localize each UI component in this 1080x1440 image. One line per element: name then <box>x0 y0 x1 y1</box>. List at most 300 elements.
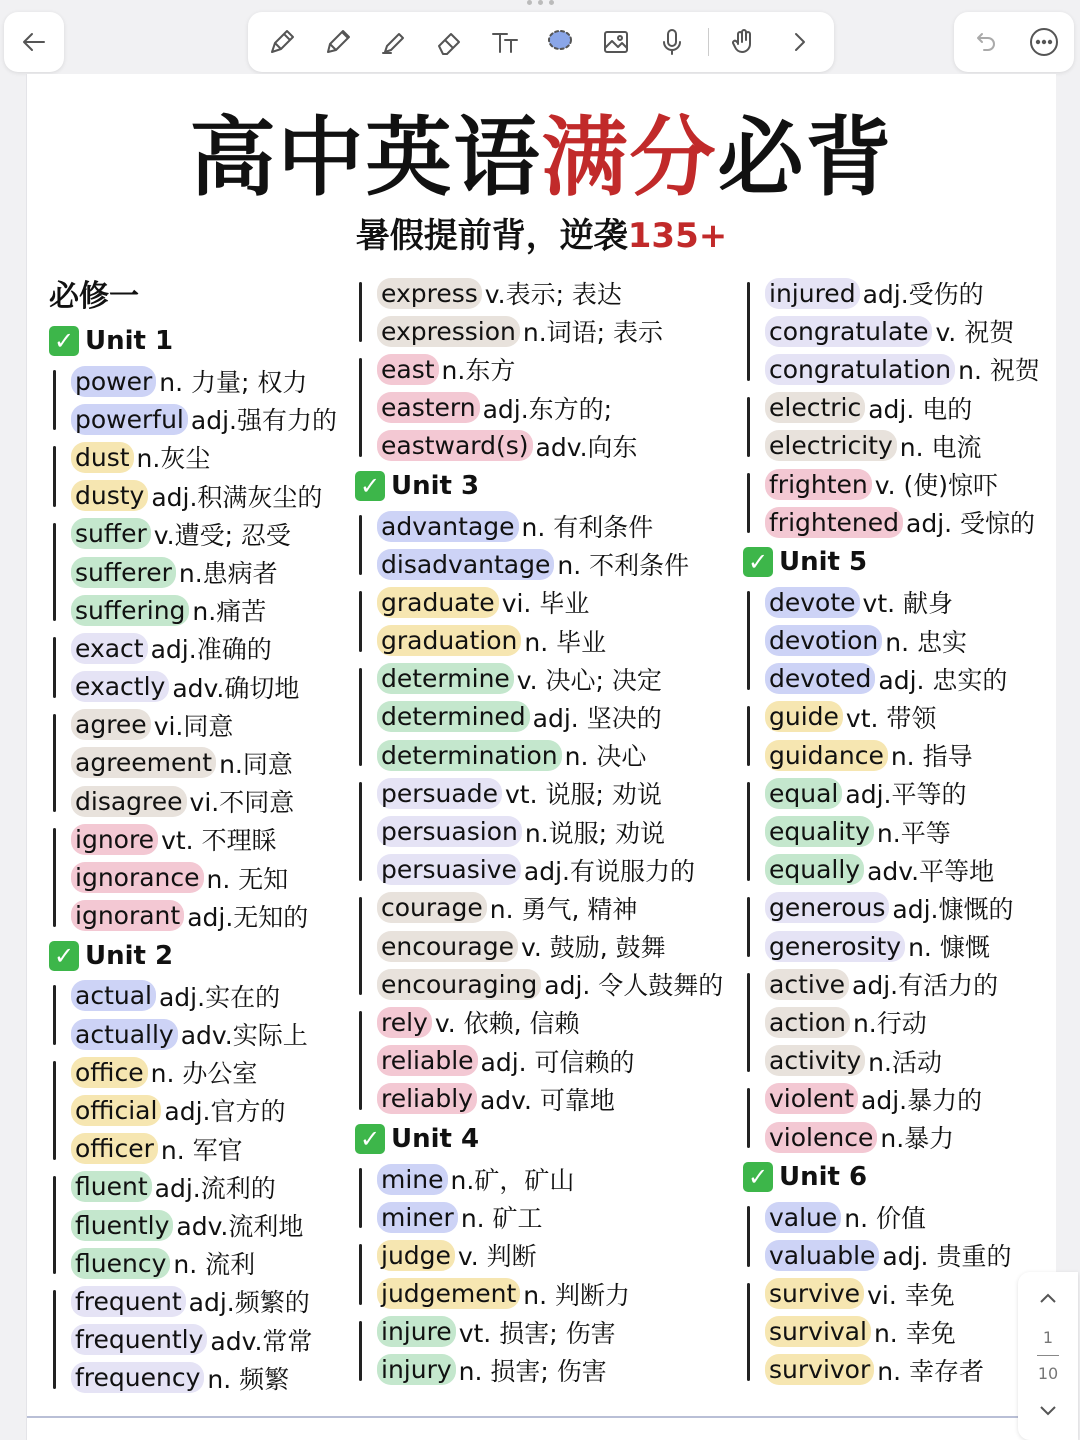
vocab-meaning: n.东方 <box>441 356 516 386</box>
right-toolbar <box>954 12 1074 72</box>
vocab-word: ignore <box>71 824 158 855</box>
vocab-entry <box>765 927 1057 965</box>
vocab-word: disagree <box>71 786 187 817</box>
vocab-meaning: adj. 电的 <box>868 394 973 424</box>
vocab-meaning: n. 毕业 <box>524 627 607 657</box>
group-bracket <box>747 973 750 1072</box>
vocab-meaning: n.词语; 表示 <box>522 318 664 348</box>
group-bracket <box>53 446 56 506</box>
vocab-entry <box>765 350 1057 388</box>
unit-heading: ✓ Unit 6 <box>743 1156 1057 1198</box>
vocab-word: survive <box>765 1278 864 1309</box>
vocab-word: equal <box>765 778 842 809</box>
vocab-entry <box>765 389 1057 427</box>
vocab-meaning: adv.常常 <box>210 1326 313 1356</box>
vocab-meaning: adj. 受惊的 <box>906 509 1036 539</box>
vocab-entry <box>71 629 359 667</box>
vocab-meaning: adj.平等的 <box>845 780 967 810</box>
vocab-entry <box>71 515 359 553</box>
eraser-icon[interactable] <box>429 22 469 62</box>
vocab-entry <box>765 465 1057 503</box>
vocab-entry <box>765 622 1057 660</box>
vocab-entry <box>71 1091 359 1129</box>
word-group <box>355 507 745 583</box>
vocab-word: congratulation <box>765 354 955 385</box>
vocab-entry <box>765 812 1057 850</box>
word-group <box>355 774 745 889</box>
vocab-entry <box>71 591 359 629</box>
vocab-meaning: vi.同意 <box>153 711 234 741</box>
vocab-meaning: n.灰尘 <box>136 444 211 474</box>
vocab-entry <box>71 858 359 896</box>
group-bracket <box>359 1168 362 1228</box>
vocab-meaning: v. 祝贺 <box>935 318 1015 348</box>
word-group <box>49 706 359 821</box>
vocab-entry <box>71 668 359 706</box>
group-bracket <box>747 706 750 766</box>
vocab-meaning: vi.不同意 <box>189 788 295 818</box>
vocab-word: reliable <box>377 1045 478 1076</box>
vocab-word: eastern <box>377 392 480 423</box>
vocab-entry <box>71 362 359 400</box>
word-group <box>49 362 359 438</box>
vocab-entry <box>765 965 1057 1003</box>
word-group <box>49 1282 359 1397</box>
unit-heading: ✓ Unit 3 <box>355 465 745 507</box>
vocab-word: persuade <box>377 778 502 809</box>
vocab-meaning: v. (使)惊吓 <box>874 471 999 501</box>
vocab-entry <box>765 583 1057 621</box>
vocab-meaning: adj.实在的 <box>158 982 281 1012</box>
vocab-meaning: vt. 说服; 劝说 <box>504 780 662 810</box>
vocab-word: frightened <box>765 507 903 538</box>
vocab-word: action <box>765 1007 850 1038</box>
vocab-entry <box>765 503 1057 541</box>
vocab-entry <box>377 1042 745 1080</box>
group-bracket <box>359 668 362 767</box>
vocab-meaning: n.说服; 劝说 <box>524 818 666 848</box>
unit-4-words <box>355 1160 745 1389</box>
vocab-meaning: n. 幸存者 <box>877 1356 985 1386</box>
vocab-entry <box>71 553 359 591</box>
vocab-meaning: adv.实际上 <box>180 1021 308 1051</box>
vocab-meaning: vi. 幸免 <box>867 1280 955 1310</box>
vocab-meaning: v. 鼓励, 鼓舞 <box>520 933 666 963</box>
vocab-word: equality <box>765 816 874 847</box>
vocab-entry <box>377 1275 745 1313</box>
vocab-meaning: n. 流利 <box>173 1250 256 1280</box>
checkmark-icon: ✓ <box>49 941 79 971</box>
vocab-word: miner <box>377 1202 458 1233</box>
vocab-word: official <box>71 1095 161 1126</box>
vocab-word: courage <box>377 892 487 923</box>
title-part-3: 必背 <box>717 108 894 208</box>
unit-3-words <box>355 507 745 1118</box>
vocab-entry <box>765 1313 1057 1351</box>
vocab-meaning: n. 价值 <box>844 1204 927 1234</box>
vocab-word: generous <box>765 892 889 923</box>
vocab-meaning: n. 决心 <box>564 742 647 772</box>
vocab-meaning: adj.流利的 <box>154 1173 276 1203</box>
vocab-entry <box>377 889 745 927</box>
vocab-meaning: n. 忠实 <box>885 627 967 657</box>
vocab-meaning: adj. 可信赖的 <box>480 1047 635 1077</box>
vocab-meaning: vt. 损害; 伤害 <box>458 1318 616 1348</box>
word-group <box>743 583 1057 698</box>
vocab-entry <box>377 1003 745 1041</box>
checkmark-icon: ✓ <box>49 326 79 356</box>
subtitle-part-1: 暑假提前背，逆袭 <box>355 216 628 256</box>
title-part-2: 满分 <box>541 108 718 208</box>
vocab-entry <box>377 1198 745 1236</box>
vocab-entry <box>71 1206 359 1244</box>
group-bracket <box>53 828 56 927</box>
vocab-entry <box>765 1042 1057 1080</box>
vocab-entry <box>765 851 1057 889</box>
highlighter-icon[interactable] <box>373 22 413 62</box>
undo-icon[interactable] <box>964 22 1004 62</box>
vocab-word: dusty <box>71 480 148 511</box>
vocab-meaning: adj.有说服力的 <box>523 856 695 886</box>
drag-handle[interactable] <box>524 0 556 6</box>
vocab-entry <box>377 774 745 812</box>
vocab-word: power <box>71 366 156 397</box>
vocab-word: graduation <box>377 625 521 656</box>
unit-1-words <box>49 362 359 935</box>
vocab-meaning: vi. 毕业 <box>501 589 590 619</box>
vocab-meaning: adj.强有力的 <box>190 406 337 436</box>
vocab-entry <box>71 820 359 858</box>
total-pages: 10 <box>1037 1364 1059 1383</box>
vocab-word: valuable <box>765 1240 879 1271</box>
page-navigator <box>1018 1272 1078 1440</box>
word-group <box>355 1236 745 1312</box>
word-group <box>355 1160 745 1236</box>
vocab-entry <box>765 1351 1057 1389</box>
text-icon[interactable] <box>485 22 525 62</box>
vocab-meaning: n.痛苦 <box>192 597 267 627</box>
word-group <box>743 274 1057 389</box>
unit-heading: ✓ Unit 5 <box>743 541 1057 583</box>
group-bracket <box>53 714 56 813</box>
group-bracket <box>359 782 362 881</box>
vocab-meaning: adj.受伤的 <box>862 280 984 310</box>
vocab-meaning: adv.平等地 <box>867 856 995 886</box>
vocab-entry <box>377 812 745 850</box>
vocab-meaning: adj.慷慨的 <box>892 894 1014 924</box>
page-title <box>27 108 1056 208</box>
vocab-meaning: n.患病者 <box>178 559 278 589</box>
current-page: 1 <box>1042 1328 1054 1347</box>
vocab-entry <box>71 1053 359 1091</box>
word-group <box>355 274 745 350</box>
vocab-entry <box>377 507 745 545</box>
vocab-meaning: adj. 忠实的 <box>878 665 1008 695</box>
word-group <box>49 1168 359 1283</box>
page-up-button[interactable] <box>1035 1286 1061 1316</box>
unit-heading: ✓ Unit 4 <box>355 1118 745 1160</box>
vocab-meaning: adj. 令人鼓舞的 <box>544 971 724 1001</box>
vocab-word: violent <box>765 1083 858 1114</box>
vocab-meaning: n. 勇气, 精神 <box>489 894 638 924</box>
page-subtitle <box>27 214 1056 258</box>
vocab-entry <box>71 477 359 515</box>
vocab-word: actual <box>71 980 156 1011</box>
vocab-word: fluently <box>71 1210 173 1241</box>
vocab-entry <box>71 438 359 476</box>
vocab-word: encourage <box>377 931 518 962</box>
more-icon[interactable] <box>1024 22 1064 62</box>
column-1 <box>49 274 359 1397</box>
vocab-word: disadvantage <box>377 549 554 580</box>
column-3 <box>743 274 1057 1389</box>
vocab-entry <box>765 1080 1057 1118</box>
vocab-word: determination <box>377 740 562 771</box>
group-bracket <box>359 358 362 457</box>
vocab-entry <box>765 660 1057 698</box>
vocab-word: survivor <box>765 1354 874 1385</box>
vocab-entry <box>71 1244 359 1282</box>
vocab-meaning: n.行动 <box>852 1009 927 1039</box>
chevron-right-icon[interactable] <box>780 22 820 62</box>
vocab-entry <box>765 274 1057 312</box>
vocab-entry <box>377 427 745 465</box>
vocab-meaning: n.矿，矿山 <box>450 1166 575 1196</box>
vocab-word: devote <box>765 587 860 618</box>
arrow-left-icon <box>14 22 54 62</box>
vocab-word: violence <box>765 1122 877 1153</box>
group-bracket <box>53 370 56 430</box>
vocab-word: office <box>71 1057 148 1088</box>
vocab-entry <box>765 1236 1057 1274</box>
vocab-word: injury <box>377 1354 456 1385</box>
vocab-word: electricity <box>765 430 897 461</box>
word-group <box>49 629 359 705</box>
vocab-meaning: n.活动 <box>868 1047 942 1077</box>
vocab-word: frequently <box>71 1324 207 1355</box>
vocab-meaning: n. 军官 <box>160 1135 243 1165</box>
vocab-entry <box>71 744 359 782</box>
vocab-entry <box>71 782 359 820</box>
group-bracket <box>359 897 362 996</box>
subtitle-score: 135+ <box>627 216 728 256</box>
vocab-entry <box>71 1321 359 1359</box>
word-group <box>355 350 745 465</box>
vocab-meaning: n. 力量; 权力 <box>159 368 308 398</box>
word-group <box>743 774 1057 889</box>
back-button[interactable] <box>4 12 64 72</box>
word-group <box>743 1080 1057 1156</box>
group-bracket <box>53 523 56 622</box>
vocab-word: survival <box>765 1316 871 1347</box>
group-bracket <box>359 591 362 651</box>
vocab-word: equally <box>765 854 864 885</box>
vocab-entry <box>377 545 745 583</box>
image-icon[interactable] <box>596 22 636 62</box>
hand-icon[interactable] <box>725 22 765 62</box>
vocab-word: ignorant <box>71 900 184 931</box>
column-2 <box>355 274 745 1389</box>
vocab-entry <box>765 736 1057 774</box>
vocab-meaning: v. 依赖, 信赖 <box>434 1009 580 1039</box>
checkmark-icon: ✓ <box>355 1124 385 1154</box>
vocab-word: ignorance <box>71 862 204 893</box>
vocab-meaning: adj.东方的; <box>482 394 613 424</box>
vocab-word: frequent <box>71 1286 186 1317</box>
vocab-word: dust <box>71 442 134 473</box>
checkmark-icon: ✓ <box>355 471 385 501</box>
vocab-word: officer <box>71 1133 158 1164</box>
word-group <box>49 515 359 630</box>
vocab-entry <box>377 698 745 736</box>
group-bracket <box>747 1283 750 1382</box>
group-bracket <box>359 1011 362 1110</box>
vocab-word: mine <box>377 1164 448 1195</box>
vocab-meaning: adj. 坚决的 <box>532 703 662 733</box>
vocab-entry <box>377 660 745 698</box>
vocab-meaning: n. 判断力 <box>523 1280 631 1310</box>
vocab-entry <box>71 1015 359 1053</box>
checkmark-icon: ✓ <box>743 547 773 577</box>
vocab-entry <box>765 1275 1057 1313</box>
word-group <box>49 1053 359 1168</box>
word-group <box>743 389 1057 465</box>
word-group <box>355 889 745 1004</box>
page-down-button[interactable] <box>1035 1397 1061 1427</box>
vocab-word: guidance <box>765 740 888 771</box>
vocab-meaning: n.平等 <box>876 818 951 848</box>
group-bracket <box>747 782 750 881</box>
vocab-entry <box>71 1168 359 1206</box>
vocab-entry <box>377 1351 745 1389</box>
vocab-word: rely <box>377 1007 432 1038</box>
vocab-word: electric <box>765 392 865 423</box>
vocab-entry <box>765 312 1057 350</box>
word-group <box>743 889 1057 965</box>
vocab-word: agreement <box>71 747 216 778</box>
vocab-word: frequency <box>71 1362 204 1393</box>
vocab-entry <box>765 774 1057 812</box>
vocab-entry <box>377 851 745 889</box>
vocab-entry <box>377 350 745 388</box>
vocab-word: persuasion <box>377 816 522 847</box>
vocab-word: devoted <box>765 663 875 694</box>
vocab-word: suffering <box>71 595 189 626</box>
word-group <box>49 438 359 514</box>
checkmark-icon: ✓ <box>743 1162 773 1192</box>
pager-divider <box>1037 1355 1059 1356</box>
vocab-entry <box>377 736 745 774</box>
word-group <box>355 583 745 659</box>
vocab-meaning: adv.确切地 <box>172 673 300 703</box>
chevron-up-icon <box>1035 1286 1061 1312</box>
vocab-entry <box>71 977 359 1015</box>
vocab-meaning: adv.向东 <box>535 432 638 462</box>
unit-heading: ✓ Unit 1 <box>49 320 359 362</box>
word-group <box>743 1198 1057 1274</box>
vocab-entry <box>377 389 745 427</box>
vocab-word: active <box>765 969 849 1000</box>
vocab-entry <box>71 1359 359 1397</box>
vocab-word: exactly <box>71 671 169 702</box>
vocab-word: judge <box>377 1240 455 1271</box>
vocab-meaning: adj. 贵重的 <box>882 1242 1012 1272</box>
vocab-entry <box>71 400 359 438</box>
vocab-meaning: vt. 献身 <box>862 589 954 619</box>
word-group <box>355 1313 745 1389</box>
vocab-word: graduate <box>377 587 499 618</box>
microphone-icon[interactable] <box>652 22 692 62</box>
vocab-meaning: vt. 带领 <box>845 703 937 733</box>
unit-heading: ✓ Unit 2 <box>49 935 359 977</box>
vocab-meaning: vt. 不理睬 <box>161 826 277 856</box>
unit-5-words <box>743 583 1057 1156</box>
group-bracket <box>53 1176 56 1275</box>
vocab-meaning: adj.频繁的 <box>188 1288 310 1318</box>
group-bracket <box>747 1206 750 1266</box>
vocab-entry <box>377 274 745 312</box>
vocab-meaning: v. 决心; 决定 <box>516 665 662 695</box>
vocab-entry <box>71 897 359 935</box>
vocab-entry <box>377 622 745 660</box>
vocab-word: frighten <box>765 469 872 500</box>
section-heading: 必修一 <box>49 279 139 314</box>
word-group <box>355 1003 745 1118</box>
vocab-word: injure <box>377 1316 456 1347</box>
vocab-word: exact <box>71 633 148 664</box>
unit-4-words-continued <box>743 274 1057 541</box>
pen-icon[interactable] <box>262 22 302 62</box>
vocab-entry <box>765 889 1057 927</box>
pencil-icon[interactable] <box>318 22 358 62</box>
vocab-word: devotion <box>765 625 882 656</box>
vocab-meaning: adj.准确的 <box>150 635 272 665</box>
vocab-entry <box>765 698 1057 736</box>
vocab-entry <box>71 1282 359 1320</box>
vocab-meaning: n.暴力 <box>880 1124 955 1154</box>
word-group <box>743 1275 1057 1390</box>
vocab-meaning: n. 损害; 伤害 <box>458 1356 607 1386</box>
group-bracket <box>359 1321 362 1381</box>
vocab-entry <box>377 927 745 965</box>
vocab-word: reliably <box>377 1083 477 1114</box>
group-bracket <box>747 282 750 381</box>
vocab-meaning: n. 无知 <box>206 864 289 894</box>
vocab-word: fluent <box>71 1171 152 1202</box>
vocab-word: guide <box>765 701 843 732</box>
vocab-word: judgement <box>377 1278 520 1309</box>
vocab-word: actually <box>71 1019 178 1050</box>
vocab-entry <box>377 1080 745 1118</box>
vocab-meaning: n. 祝贺 <box>958 356 1040 386</box>
group-bracket <box>53 985 56 1045</box>
vocab-word: advantage <box>377 511 519 542</box>
vocab-entry <box>71 706 359 744</box>
drawing-toolbar <box>248 12 834 72</box>
vocab-meaning: n. 幸免 <box>873 1318 956 1348</box>
group-bracket <box>359 282 362 342</box>
lasso-icon[interactable] <box>541 22 581 62</box>
vocab-meaning: n. 慷慨 <box>908 933 990 963</box>
vocab-meaning: adj.暴力的 <box>861 1085 983 1115</box>
toolbar-divider <box>708 28 709 56</box>
unit-2-words <box>49 977 359 1397</box>
vocab-word: determine <box>377 663 514 694</box>
vocab-entry <box>377 1236 745 1274</box>
vocab-meaning: adv.流利地 <box>176 1212 304 1242</box>
vocab-meaning: n. 有利条件 <box>521 513 654 543</box>
vocab-entry <box>765 1003 1057 1041</box>
